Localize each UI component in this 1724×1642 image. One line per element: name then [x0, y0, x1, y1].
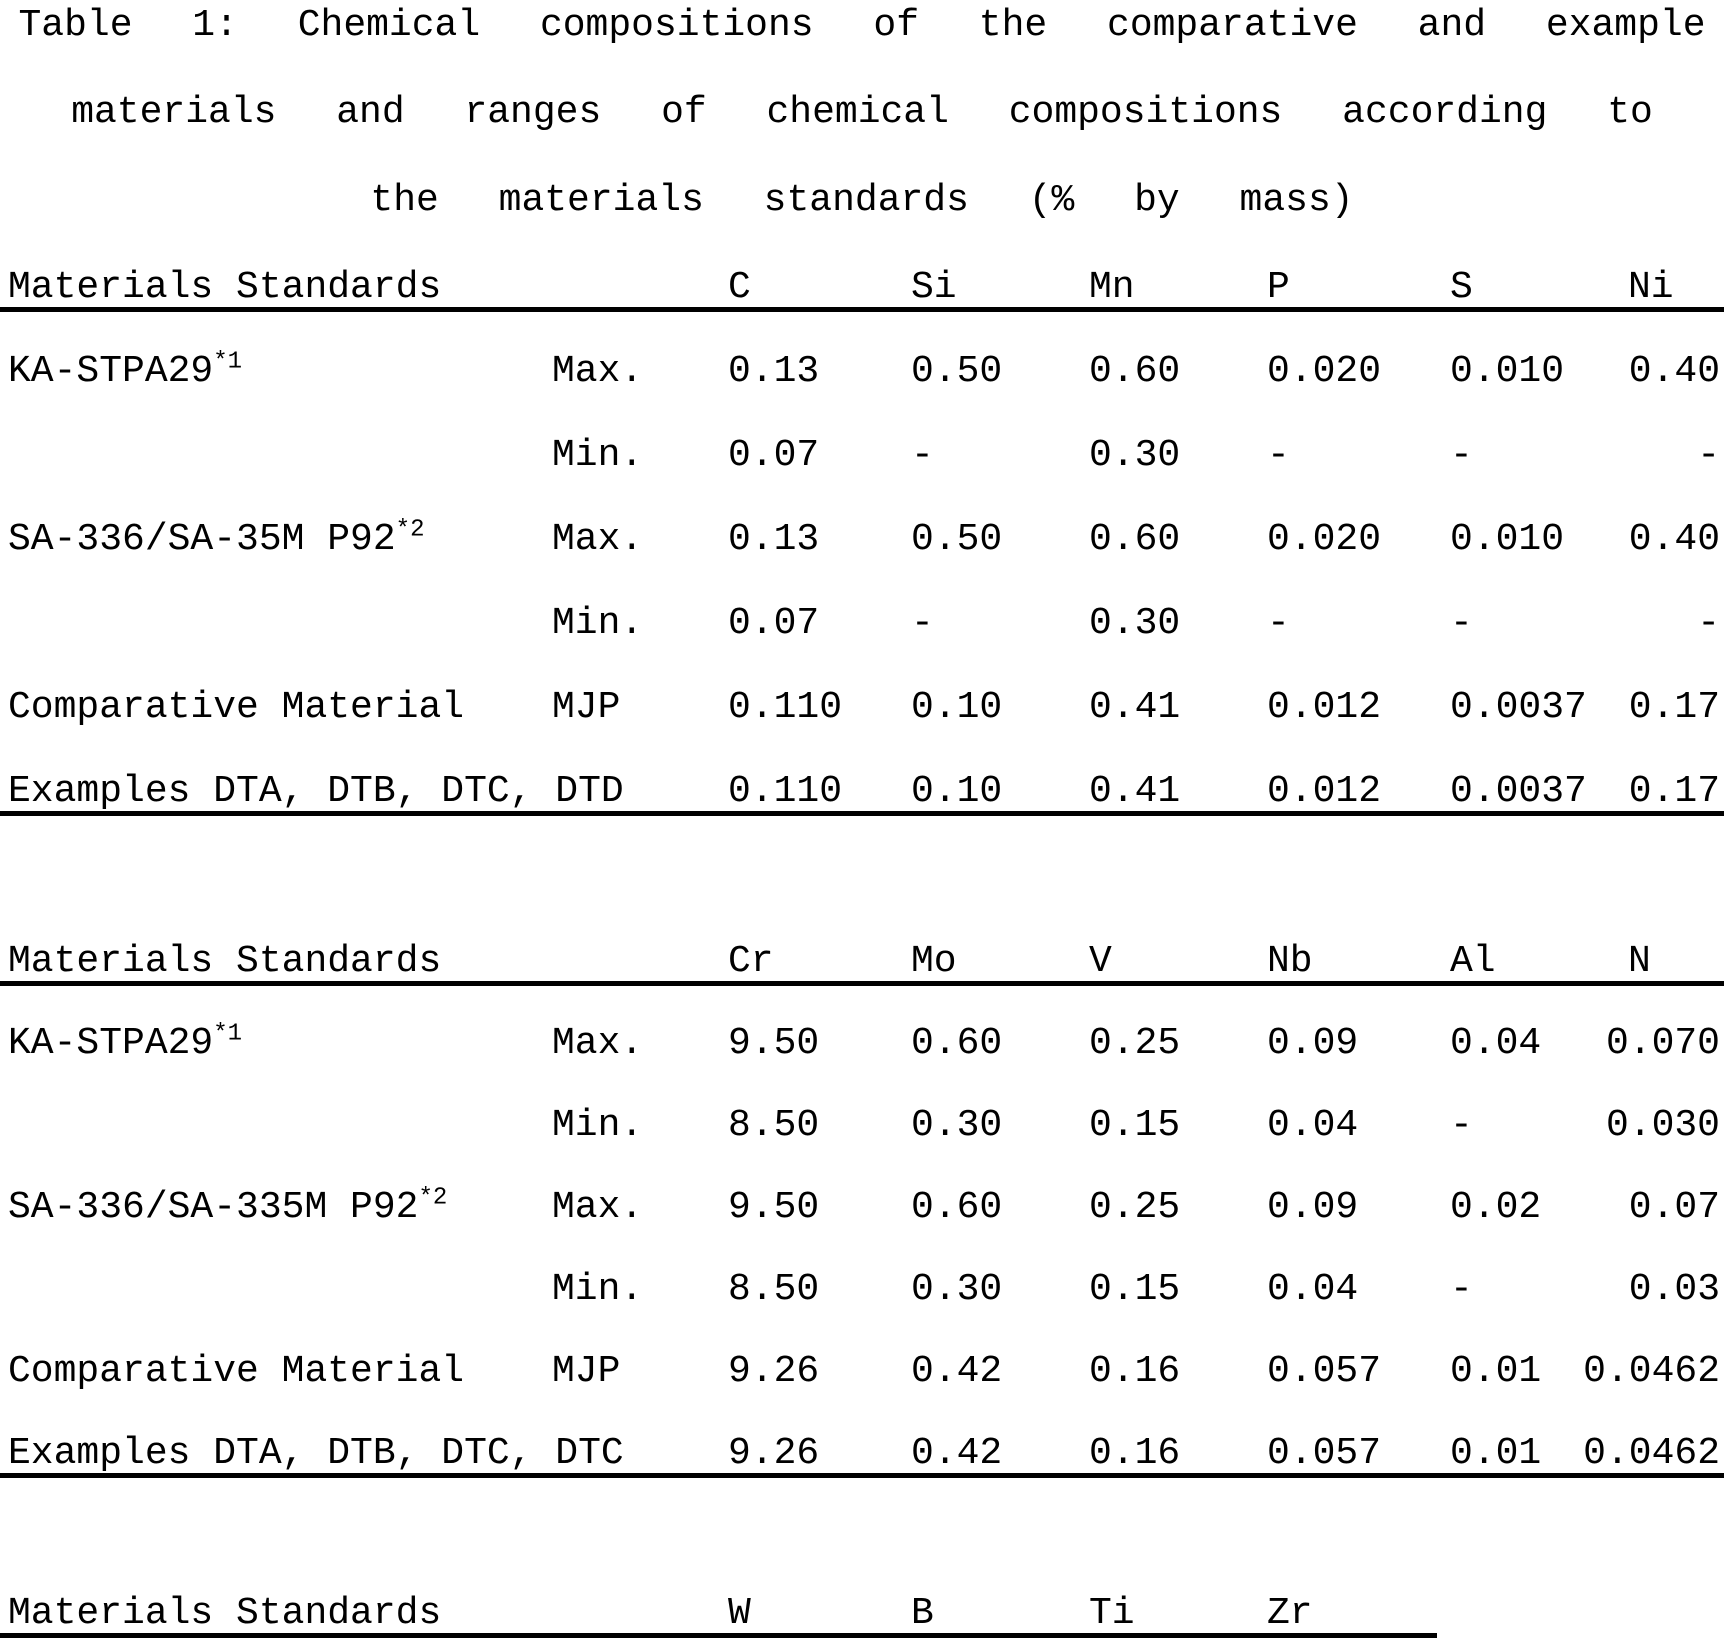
value-cell: 0.42 [911, 1432, 1003, 1475]
value-cell: 0.012 [1267, 686, 1382, 729]
value-cell: - [1450, 602, 1473, 645]
row-label [0, 1020, 552, 1068]
row-qualifier [552, 1434, 662, 1473]
column-header-materials-standards: Materials Standards [8, 1592, 442, 1635]
row-label [0, 604, 552, 648]
value-cell: 0.50 [911, 350, 1003, 393]
column-header-element: C [728, 266, 751, 309]
row-label [0, 688, 552, 732]
footnote-marker: *2 [395, 516, 425, 544]
column-header-materials-standards: Materials Standards [8, 940, 442, 983]
value-cell: 0.41 [1089, 686, 1181, 729]
material-name: KA-STPA29 [8, 350, 214, 393]
material-name: Comparative Material [8, 686, 465, 729]
column-header-element: Al [1450, 940, 1496, 983]
table-caption-line-1: Table 1: Chemical compositions of the comparative and example [18, 4, 1706, 47]
value-cell: - [1697, 602, 1720, 645]
column-header-spacer [552, 268, 662, 307]
column-header-spacer [552, 942, 662, 981]
row-qualifier: MJP [552, 1350, 621, 1393]
value-cell: 9.50 [728, 1186, 820, 1229]
column-header-element: S [1450, 266, 1473, 309]
row-label [0, 436, 552, 480]
value-cell: 0.110 [728, 770, 843, 813]
column-header-element: Ni [1628, 266, 1674, 309]
material-row [0, 1184, 1724, 1232]
material-row [0, 772, 1724, 816]
row-label [0, 1352, 552, 1396]
value-cell: 0.04 [1450, 1022, 1542, 1065]
material-name: Examples DTA, DTB, DTC, DTC [8, 1432, 624, 1475]
material-name: Examples DTA, DTB, DTC, DTD [8, 770, 624, 813]
row-qualifier: Max. [552, 1186, 644, 1229]
value-cell: 0.10 [911, 686, 1003, 729]
material-name: KA-STPA29 [8, 1022, 214, 1065]
value-cell: 0.17 [1628, 770, 1720, 813]
value-cell: 0.030 [1605, 1104, 1720, 1147]
value-cell: 9.50 [728, 1022, 820, 1065]
value-cell: - [1697, 434, 1720, 477]
row-label [0, 1270, 552, 1314]
value-cell: 0.30 [1089, 602, 1181, 645]
value-cell: 0.07 [728, 434, 820, 477]
column-header-element: V [1089, 940, 1112, 983]
value-cell: 0.60 [911, 1022, 1003, 1065]
column-header-element: Cr [728, 940, 774, 983]
value-cell: 9.26 [728, 1432, 820, 1475]
value-cell: 0.070 [1605, 1022, 1720, 1065]
value-cell: 0.09 [1267, 1022, 1359, 1065]
row-qualifier: Min. [552, 434, 644, 477]
column-header-element: W [728, 1592, 751, 1635]
value-cell: - [911, 602, 934, 645]
material-row [0, 688, 1724, 732]
row-qualifier: Max. [552, 350, 644, 393]
table-header-row [0, 942, 1724, 986]
value-cell: 0.30 [911, 1104, 1003, 1147]
value-cell: 0.01 [1450, 1432, 1542, 1475]
value-cell: 0.10 [911, 770, 1003, 813]
row-label [0, 1184, 552, 1232]
value-cell: 0.15 [1089, 1104, 1181, 1147]
value-cell: 0.25 [1089, 1186, 1181, 1229]
value-cell: 0.30 [911, 1268, 1003, 1311]
material-row [0, 436, 1724, 480]
value-cell: 8.50 [728, 1268, 820, 1311]
value-cell: 0.020 [1267, 518, 1382, 561]
value-cell: - [1267, 602, 1290, 645]
value-cell: - [1450, 1268, 1473, 1311]
material-row [0, 1106, 1724, 1150]
value-cell: 0.0462 [1583, 1350, 1720, 1393]
column-header-element: B [911, 1592, 934, 1635]
table-header-row [0, 268, 1724, 312]
row-qualifier [552, 772, 662, 811]
value-cell: 0.60 [1089, 518, 1181, 561]
row-label [0, 770, 624, 813]
value-cell: 0.012 [1267, 770, 1382, 813]
material-name: SA-336/SA-35M P92 [8, 518, 396, 561]
value-cell: 0.020 [1267, 350, 1382, 393]
composition-table-section-2 [0, 942, 1724, 1478]
material-row [0, 1020, 1724, 1068]
column-header-element: Zr [1267, 1592, 1313, 1635]
value-cell: 0.16 [1089, 1350, 1181, 1393]
value-cell: 0.16 [1089, 1432, 1181, 1475]
row-qualifier: MJP [552, 686, 621, 729]
value-cell: 0.0462 [1583, 1432, 1720, 1475]
value-cell: 0.60 [911, 1186, 1003, 1229]
value-cell: - [1450, 434, 1473, 477]
material-row [0, 604, 1724, 648]
value-cell: 0.15 [1089, 1268, 1181, 1311]
value-cell: 0.07 [1628, 1186, 1720, 1229]
table-caption-line-3: the materials standards (% by mass) [370, 179, 1354, 222]
value-cell: 0.02 [1450, 1186, 1542, 1229]
material-row [0, 1352, 1724, 1396]
value-cell: 0.0037 [1450, 770, 1587, 813]
row-label [0, 516, 552, 564]
value-cell: 8.50 [728, 1104, 820, 1147]
value-cell: 0.03 [1628, 1268, 1720, 1311]
value-cell: 0.057 [1267, 1350, 1382, 1393]
value-cell: 0.010 [1450, 350, 1565, 393]
composition-table-section-1 [0, 268, 1724, 816]
row-qualifier: Min. [552, 1268, 644, 1311]
value-cell: 0.40 [1628, 518, 1720, 561]
value-cell: 0.40 [1628, 350, 1720, 393]
column-header-element: Si [911, 266, 957, 309]
value-cell: 9.26 [728, 1350, 820, 1393]
value-cell: 0.13 [728, 518, 820, 561]
column-header-element: Nb [1267, 940, 1313, 983]
value-cell: - [1450, 1104, 1473, 1147]
row-label [0, 1432, 624, 1475]
row-qualifier: Min. [552, 602, 644, 645]
table-caption-line-2: materials and ranges of chemical compositions according to [71, 91, 1653, 134]
footnote-marker: *1 [213, 1020, 243, 1048]
value-cell: 0.60 [1089, 350, 1181, 393]
material-name: Comparative Material [8, 1350, 465, 1393]
value-cell: 0.010 [1450, 518, 1565, 561]
column-header-element: P [1267, 266, 1290, 309]
footnote-marker: *2 [418, 1184, 448, 1212]
value-cell: 0.07 [728, 602, 820, 645]
table-header-row [0, 1594, 1437, 1638]
value-cell: 0.42 [911, 1350, 1003, 1393]
value-cell: 0.13 [728, 350, 820, 393]
value-cell: 0.057 [1267, 1432, 1382, 1475]
value-cell: 0.110 [728, 686, 843, 729]
value-cell: 0.09 [1267, 1186, 1359, 1229]
value-cell: 0.04 [1267, 1268, 1359, 1311]
row-qualifier: Min. [552, 1104, 644, 1147]
value-cell: 0.01 [1450, 1350, 1542, 1393]
value-cell: 0.04 [1267, 1104, 1359, 1147]
material-row [0, 348, 1724, 396]
value-cell: 0.17 [1628, 686, 1720, 729]
column-header-element: Mo [911, 940, 957, 983]
row-label [0, 348, 552, 396]
value-cell: 0.50 [911, 518, 1003, 561]
value-cell: 0.25 [1089, 1022, 1181, 1065]
column-header-materials-standards: Materials Standards [8, 266, 442, 309]
footnote-marker: *1 [213, 348, 243, 376]
value-cell: 0.30 [1089, 434, 1181, 477]
value-cell: 0.41 [1089, 770, 1181, 813]
row-qualifier: Max. [552, 1022, 644, 1065]
value-cell: 0.0037 [1450, 686, 1587, 729]
column-header-spacer [552, 1594, 662, 1633]
row-label [0, 1106, 552, 1150]
column-header-element: Ti [1089, 1592, 1135, 1635]
column-header-element: Mn [1089, 266, 1135, 309]
composition-table-section-3 [0, 1594, 1724, 1638]
value-cell: - [1267, 434, 1290, 477]
material-name: SA-336/SA-335M P92 [8, 1186, 419, 1229]
row-qualifier: Max. [552, 518, 644, 561]
material-row [0, 1434, 1724, 1478]
value-cell: - [911, 434, 934, 477]
material-row [0, 1270, 1724, 1314]
column-header-element: N [1628, 940, 1651, 983]
material-row [0, 516, 1724, 564]
